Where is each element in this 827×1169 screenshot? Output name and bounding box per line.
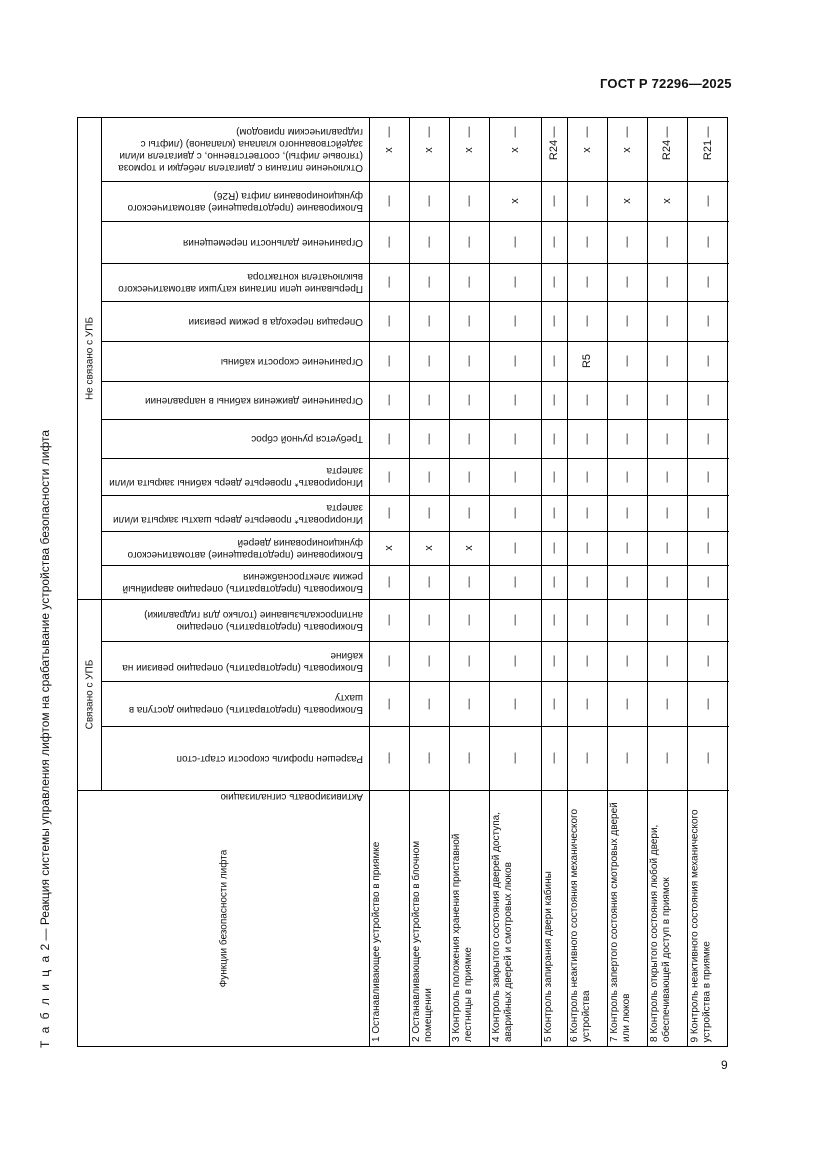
cell-value: — bbox=[581, 471, 593, 482]
cell-value: — bbox=[509, 433, 521, 444]
cell-value: x bbox=[509, 146, 521, 153]
cell-value: — bbox=[423, 471, 435, 482]
cell-value: — bbox=[383, 655, 395, 667]
cell-value: — bbox=[661, 394, 673, 406]
column-header-text: Ограничение движения кабины в направлении bbox=[144, 395, 363, 406]
column-header-15 bbox=[101, 681, 369, 726]
cell-value: — bbox=[661, 236, 673, 248]
cell-value: — bbox=[463, 698, 475, 709]
cell-value: R24 bbox=[661, 139, 673, 160]
cell-value: — bbox=[548, 126, 560, 138]
column-header-5 bbox=[101, 301, 369, 341]
column-header-text: Разрешен профиль скорости старт-стоп bbox=[176, 753, 363, 764]
cell-value: — bbox=[423, 195, 435, 207]
cell-value: — bbox=[661, 471, 673, 482]
cell-value: — bbox=[383, 126, 395, 138]
column-header-text: Игнорировать* проверьте дверь кабины закрыта и/или заперта bbox=[109, 465, 363, 489]
cell-value: — bbox=[383, 355, 395, 367]
cell-value: — bbox=[621, 752, 633, 764]
row-label-2: 2 Останавливающее устройство в блочном помещении bbox=[411, 840, 434, 1042]
column-header-9 bbox=[101, 458, 369, 495]
cell-value: — bbox=[463, 576, 475, 588]
rotated-table bbox=[77, 117, 728, 1047]
cell-value: — bbox=[383, 433, 395, 444]
column-header-11 bbox=[101, 531, 369, 565]
row-label-9: 9 Контроль неактивного состояния механического устройства в приямке bbox=[689, 808, 712, 1042]
cell-value: — bbox=[423, 433, 435, 444]
cell-value: — bbox=[581, 655, 593, 667]
cell-value: x bbox=[463, 545, 475, 551]
cell-value: — bbox=[701, 433, 714, 444]
row-label-6: 6 Контроль неактивного состояния механического устройства bbox=[569, 808, 592, 1042]
cell-value: — bbox=[463, 236, 475, 248]
cell-value: — bbox=[423, 355, 435, 367]
cell-value: R24 bbox=[548, 139, 560, 160]
cell-value: R5 bbox=[581, 353, 593, 369]
cell-value: — bbox=[423, 698, 435, 709]
cell-value: — bbox=[548, 394, 560, 406]
cell-value: — bbox=[701, 195, 714, 207]
row-label-8: 8 Контроль открытого состояния любой двери, обеспечивающей доступ в приямок bbox=[649, 824, 672, 1042]
cell-value: — bbox=[383, 236, 395, 248]
cell-value: — bbox=[621, 236, 633, 248]
column-header-text: Операция перехода в режим ревизии bbox=[188, 316, 363, 327]
cell-value: — bbox=[701, 394, 714, 406]
cell-value: — bbox=[423, 126, 435, 138]
column-header-text: Блокирование (предотвращение) автоматического функционирования дверей bbox=[127, 537, 363, 560]
cell-value: x bbox=[621, 198, 633, 204]
cell-value: — bbox=[463, 195, 475, 207]
cell-value: — bbox=[383, 315, 395, 327]
column-header-text: Блокировать (предотвратить) операцию доступа в шахту bbox=[128, 692, 363, 716]
cell-value: — bbox=[423, 614, 435, 626]
cell-value: — bbox=[548, 471, 560, 482]
cell-value: — bbox=[548, 315, 560, 327]
cell-value: — bbox=[423, 276, 435, 288]
caption-lead: Т а б л и ц а bbox=[38, 953, 52, 1048]
cell-value: — bbox=[463, 752, 475, 764]
cell-value: — bbox=[661, 698, 673, 709]
column-header-text: Блокировать (предотвратить) операцию аварийный режим электроснабжения bbox=[122, 571, 363, 594]
cell-value: — bbox=[509, 236, 521, 248]
cell-value: x bbox=[423, 146, 435, 153]
cell-value: — bbox=[581, 542, 593, 554]
cell-value: — bbox=[701, 126, 714, 138]
column-header-8 bbox=[101, 419, 369, 458]
cell-value: — bbox=[463, 126, 475, 138]
cell-value: — bbox=[581, 236, 593, 248]
column-header-12 bbox=[101, 565, 369, 599]
cell-value: — bbox=[423, 655, 435, 667]
cell-value: — bbox=[548, 507, 560, 519]
cell-value: — bbox=[548, 236, 560, 248]
cell-value: — bbox=[621, 655, 633, 667]
cell-value: — bbox=[548, 752, 560, 764]
column-header-4 bbox=[101, 263, 369, 301]
cell-value: — bbox=[621, 276, 633, 288]
cell-value: — bbox=[509, 355, 521, 367]
cell-value: — bbox=[463, 394, 475, 406]
cell-value: x bbox=[509, 198, 521, 204]
row-label-3: 3 Контроль положения хранения приставной лестницы в приямке bbox=[451, 833, 474, 1042]
cell-value: — bbox=[661, 542, 673, 554]
cell-value: — bbox=[463, 355, 475, 367]
column-header-14 bbox=[101, 641, 369, 681]
cell-value: — bbox=[548, 276, 560, 288]
cell-value: — bbox=[701, 507, 714, 519]
cell-value: — bbox=[701, 614, 714, 626]
cell-value: — bbox=[661, 315, 673, 327]
cell-value: — bbox=[509, 698, 521, 709]
cell-value: — bbox=[661, 655, 673, 667]
cell-value: — bbox=[548, 576, 560, 588]
cell-value: — bbox=[621, 471, 633, 482]
cell-value: — bbox=[548, 614, 560, 626]
cell-value: — bbox=[581, 394, 593, 406]
column-header-1 bbox=[101, 118, 369, 181]
cell-value: — bbox=[581, 614, 593, 626]
page-number: 9 bbox=[721, 1058, 728, 1072]
cell-value: x bbox=[661, 198, 673, 204]
cell-value: — bbox=[581, 315, 593, 327]
cell-value: x bbox=[423, 545, 435, 551]
cell-value: — bbox=[621, 698, 633, 709]
table-caption bbox=[38, 430, 52, 1048]
cell-value: — bbox=[463, 315, 475, 327]
cell-value: — bbox=[581, 698, 593, 709]
cell-value: — bbox=[423, 394, 435, 406]
cell-value: — bbox=[661, 507, 673, 519]
cell-value: — bbox=[463, 276, 475, 288]
cell-value: — bbox=[621, 576, 633, 588]
caption-text: 2 — Реакция системы управления лифтом на срабатывание устройства безопасности лифта bbox=[38, 429, 52, 951]
cell-value: — bbox=[509, 752, 521, 764]
cell-value: — bbox=[548, 433, 560, 444]
cell-value: — bbox=[621, 126, 633, 138]
cell-value: — bbox=[581, 576, 593, 588]
cell-value: — bbox=[383, 394, 395, 406]
cell-value: — bbox=[581, 507, 593, 519]
cell-value: — bbox=[463, 433, 475, 444]
cell-value: — bbox=[621, 394, 633, 406]
cell-value: — bbox=[383, 698, 395, 709]
cell-value: — bbox=[423, 576, 435, 588]
cell-value: — bbox=[509, 614, 521, 626]
cell-value: — bbox=[509, 126, 521, 138]
cell-value: — bbox=[621, 433, 633, 444]
cell-value: x bbox=[383, 545, 395, 551]
cell-value: x bbox=[621, 146, 633, 153]
cell-value: x bbox=[581, 146, 593, 153]
cell-value: — bbox=[463, 471, 475, 482]
cell-value: — bbox=[463, 655, 475, 667]
cell-value: — bbox=[661, 276, 673, 288]
cell-value: — bbox=[548, 542, 560, 554]
cell-value: — bbox=[509, 542, 521, 554]
column-header-text: Активизировать сигнализацию bbox=[220, 791, 363, 802]
functions-header: Функции безопасности лифта bbox=[218, 849, 229, 988]
cell-value: — bbox=[581, 276, 593, 288]
cell-value: — bbox=[701, 355, 714, 367]
cell-value: — bbox=[701, 655, 714, 667]
column-header-10 bbox=[101, 495, 369, 531]
cell-value: — bbox=[423, 507, 435, 519]
cell-value: — bbox=[701, 315, 714, 327]
column-header-6 bbox=[101, 341, 369, 381]
cell-value: — bbox=[581, 433, 593, 444]
cell-value: — bbox=[548, 698, 560, 709]
cell-value: — bbox=[701, 236, 714, 248]
cell-value: — bbox=[581, 752, 593, 764]
cell-value: R21 bbox=[701, 139, 714, 160]
cell-value: — bbox=[701, 752, 714, 764]
cell-value: — bbox=[701, 576, 714, 588]
column-header-text: Игнорировать* проверьте дверь шахты закрыта и/или заперта bbox=[113, 502, 363, 525]
cell-value: — bbox=[661, 433, 673, 444]
column-header-text: Отключение питания с двигателя лебедки и тормоза (тяговые лифты), соответственно, с двигателя и/или задействованного клапана (клапанов) (лифты с гидравлическим приводом) bbox=[118, 126, 363, 174]
group-label-linked: Связано с УПБ bbox=[84, 659, 95, 729]
column-header-16 bbox=[101, 726, 369, 790]
cell-value: — bbox=[383, 195, 395, 207]
cell-value: — bbox=[463, 507, 475, 519]
cell-value: — bbox=[701, 698, 714, 709]
cell-value: — bbox=[509, 507, 521, 519]
cell-value: — bbox=[383, 471, 395, 482]
group-label-not-linked: Не связано с УПБ bbox=[84, 316, 95, 400]
column-header-13 bbox=[101, 599, 369, 641]
cell-value: — bbox=[509, 394, 521, 406]
column-header-2 bbox=[101, 181, 369, 221]
cell-value: — bbox=[621, 614, 633, 626]
cell-value: — bbox=[509, 471, 521, 482]
cell-value: — bbox=[423, 315, 435, 327]
cell-value: — bbox=[661, 576, 673, 588]
column-header-text: Блокирование (предотвращение) автоматического функционирования лифта (R26) bbox=[127, 190, 363, 213]
cell-value: — bbox=[509, 655, 521, 667]
column-header-text: Прерывание цепи питания катушки автоматического выключателя контактора bbox=[118, 271, 363, 294]
cell-value: x bbox=[383, 146, 395, 153]
cell-value: — bbox=[423, 236, 435, 248]
cell-value: — bbox=[621, 315, 633, 327]
cell-value: — bbox=[621, 355, 633, 367]
cell-value: x bbox=[463, 146, 475, 153]
column-header-text: Блокировать (предотвратить) операцию ревизии на кабине bbox=[122, 650, 363, 673]
cell-value: — bbox=[383, 576, 395, 588]
cell-value: — bbox=[509, 576, 521, 588]
row-label-5: 5 Контроль запирания двери кабины bbox=[543, 871, 554, 1042]
cell-value: — bbox=[383, 276, 395, 288]
cell-value: — bbox=[661, 355, 673, 367]
column-header-3 bbox=[101, 221, 369, 263]
cell-value: — bbox=[383, 614, 395, 626]
cell-value: — bbox=[581, 195, 593, 207]
column-header-17 bbox=[101, 790, 369, 802]
cell-value: — bbox=[661, 126, 673, 138]
cell-value: — bbox=[509, 315, 521, 327]
column-header-text: Ограничение скорости кабины bbox=[220, 356, 363, 367]
cell-value: — bbox=[581, 126, 593, 138]
column-header-text: Блокировать (предотвратить) операцию антипроскальзывание (только для гидравлики) bbox=[144, 609, 363, 632]
cell-value: — bbox=[383, 752, 395, 764]
row-label-7: 7 Контроль запертого состояния смотровых дверей или люков bbox=[609, 802, 632, 1042]
standard-number: ГОСТ Р 72296—2025 bbox=[600, 76, 732, 91]
cell-value: — bbox=[548, 355, 560, 367]
row-label-1: 1 Останавливающее устройство в приямке bbox=[371, 841, 382, 1042]
cell-value: — bbox=[548, 195, 560, 207]
cell-value: — bbox=[548, 655, 560, 667]
cell-value: — bbox=[701, 471, 714, 482]
column-header-7 bbox=[101, 381, 369, 419]
cell-value: — bbox=[463, 614, 475, 626]
cell-value: — bbox=[701, 276, 714, 288]
column-header-text: Ограничение дальности перемещения bbox=[182, 237, 363, 248]
cell-value: — bbox=[701, 542, 714, 554]
row-label-4: 4 Контроль закрытого состояния дверей доступа, аварийных дверей и смотровых люков bbox=[491, 812, 514, 1042]
column-header-text: Требуется ручной сброс bbox=[251, 433, 363, 445]
cell-value: — bbox=[661, 614, 673, 626]
cell-value: — bbox=[509, 276, 521, 288]
cell-value: — bbox=[661, 752, 673, 764]
cell-value: — bbox=[423, 752, 435, 764]
cell-value: — bbox=[621, 542, 633, 554]
cell-value: — bbox=[621, 507, 633, 519]
cell-value: — bbox=[383, 507, 395, 519]
